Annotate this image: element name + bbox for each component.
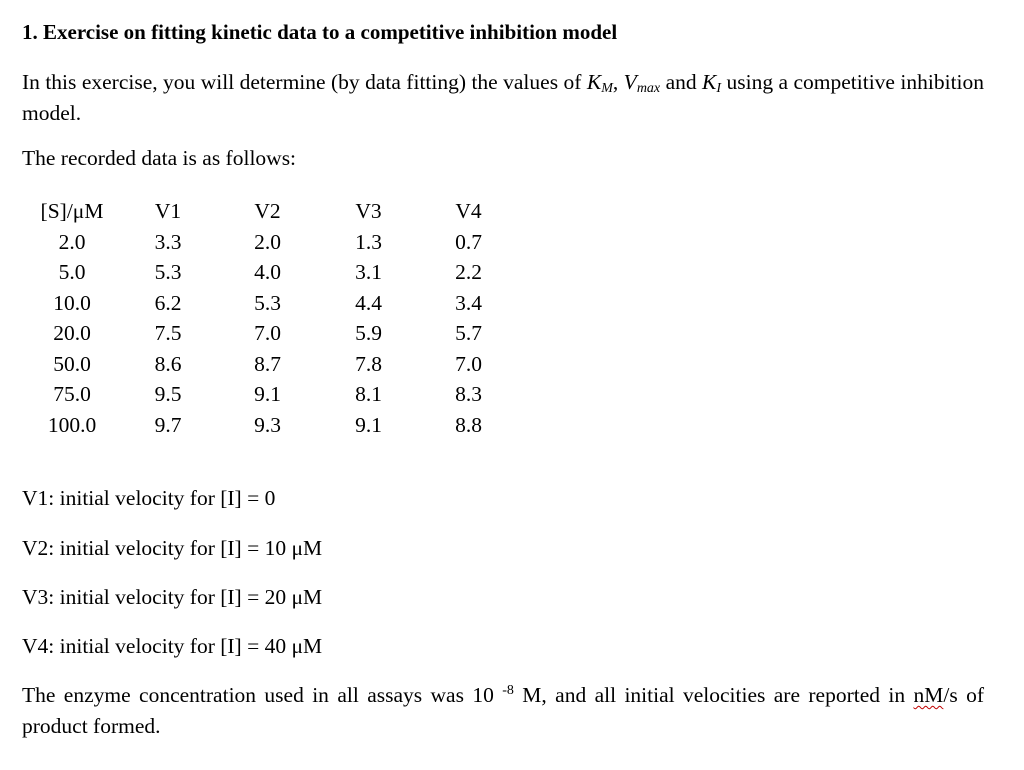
intro-paragraph: In this exercise, you will determine (by data fitting) the values of $K_M$, $V_{max}$ and $K_I$ using a competitive inhibition model. [22,70,985,125]
cell-substrate: 10.0 [53,290,91,315]
cell-v4: 8.3 [455,382,482,407]
intro-text-after: using a competitive inhibition model. [22,70,985,125]
header-v2: V2 [254,199,281,223]
cell-substrate: 5.0 [58,260,86,285]
cell-v4: 7.0 [455,351,482,376]
cell-substrate: 20.0 [53,321,91,346]
cell-v3: 7.8 [355,351,382,376]
cell-v1: 9.5 [154,382,182,407]
cell-v4: 8.8 [455,412,482,437]
cell-v1: 6.2 [154,290,182,315]
table-row [22,349,521,380]
legend-v3: V3: initial velocity for [I] = 20 μM [22,585,323,609]
cell-v2: 2.0 [254,229,281,254]
cell-v4: 2.2 [455,260,482,285]
intro-text-before: In this exercise, you will determine (by data fitting) the values of [22,70,587,94]
spellcheck-flagged-word[interactable]: nM [913,683,944,707]
legend-v4: V4: initial velocity for [I] = 40 μM [22,634,323,658]
cell-v4: 0.7 [455,229,482,254]
cell-v2: 7.0 [254,321,281,346]
recorded-data-label: The recorded data is as follows: [22,146,297,170]
kinetic-data-table [22,196,521,441]
cell-substrate: 100.0 [47,412,97,437]
header-substrate: [S]/μM [40,199,104,223]
cell-v3: 5.9 [355,321,382,346]
header-v1: V1 [154,199,182,223]
header-v3: V3 [355,199,382,223]
header-v4: V4 [455,199,482,223]
cell-v1: 9.7 [154,412,182,437]
km-symbol: $K_M$ [586,70,613,96]
cell-v3: 8.1 [355,382,382,407]
cell-v2: 5.3 [254,290,281,315]
exponent: -8 [502,683,514,698]
cell-v2: 9.3 [254,412,281,437]
cell-v1: 5.3 [154,260,182,285]
cell-v3: 1.3 [355,229,382,254]
cell-v2: 4.0 [254,260,281,285]
enzyme-note-paragraph: The enzyme concentration used in all assays was 10 $^{-8}$ M, and all initial velocities are reported in nM/s of product formed. [22,683,985,738]
table-row [22,288,521,319]
vmax-symbol: $V_{max}$ [623,70,661,96]
legend-v1: V1: initial velocity for [I] = 0 [22,486,276,510]
cell-v1: 8.6 [154,351,182,376]
cell-v2: 9.1 [254,382,281,407]
table-row [22,227,521,258]
cell-substrate: 2.0 [58,229,86,254]
table-row [22,410,521,441]
cell-substrate: 50.0 [53,351,91,376]
cell-v4: 3.4 [455,290,482,315]
table-row [22,258,521,289]
cell-substrate: 75.0 [53,382,91,407]
cell-v1: 3.3 [154,229,182,254]
cell-v1: 7.5 [154,321,182,346]
cell-v3: 4.4 [355,290,382,315]
exercise-heading: 1. Exercise on fitting kinetic data to a competitive inhibition model [22,20,618,44]
cell-v3: 9.1 [355,412,382,437]
table-row [22,380,521,411]
table-row [22,319,521,350]
table-header-row [22,196,521,227]
cell-v4: 5.7 [455,321,482,346]
cell-v2: 8.7 [254,351,281,376]
cell-v3: 3.1 [355,260,382,285]
legend-v2: V2: initial velocity for [I] = 10 μM [22,536,323,560]
ki-symbol: $K_I$ [702,70,722,96]
